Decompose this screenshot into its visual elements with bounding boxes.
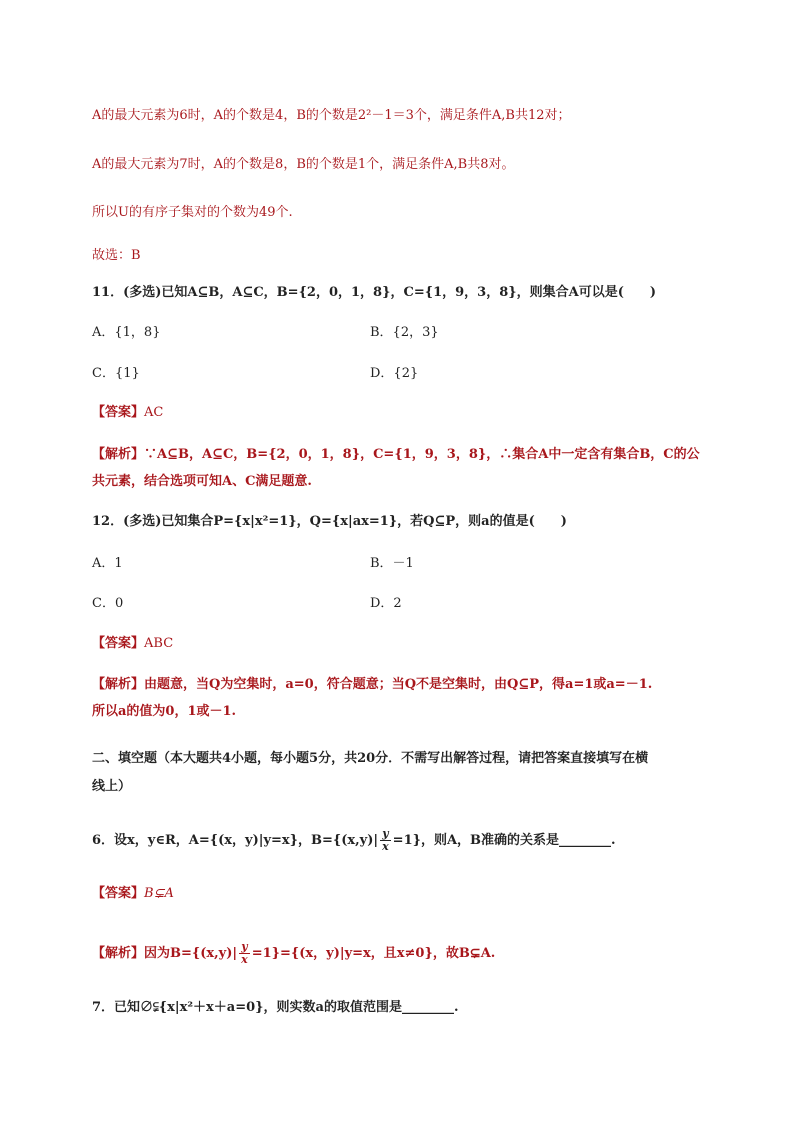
q11-analysis-line-1 [92, 445, 700, 465]
q11-option-b: B．{2，3} [370, 325, 439, 340]
q11-answer [92, 403, 163, 423]
q6-analysis [92, 941, 495, 966]
analysis-tag: 【解析】 [92, 677, 145, 692]
solution-line-4: 故选：B [92, 248, 141, 263]
answer-tag: 【答案】 [92, 636, 145, 651]
q12-stem: 12．(多选)已知集合P={x|x²=1}，Q={x|ax=1}，若Q⊆P，则a的值是( ) [92, 514, 567, 529]
q11-option-d: D．{2} [370, 366, 419, 381]
solution-line-1: A的最大元素为6时，A的个数是4，B的个数是2²－1＝3个，满足条件A,B共12对； [92, 108, 571, 123]
answer-value: B⊊A [144, 886, 174, 901]
q11-analysis-line-2: 共元素，结合选项可知A、C满足题意. [92, 474, 312, 489]
q6-answer [92, 884, 174, 904]
q6-stem-part-2: =1}，则A，B准确的关系是________. [392, 833, 616, 848]
answer-tag: 【答案】 [92, 405, 145, 420]
q12-answer [92, 634, 173, 654]
section-2-heading-line-1: 二、填空题（本大题共4小题，每小题5分，共20分．不需写出解答过程，请把答案直接填写在横 [92, 751, 649, 766]
section-2-heading-line-2: 线上） [92, 779, 132, 794]
q12-analysis-line-2: 所以a的值为0，1或－1. [92, 704, 237, 719]
fraction-denominator: x [241, 953, 248, 966]
q12-option-d: D．2 [370, 596, 402, 611]
q11-option-a: A．{1，8} [92, 325, 161, 340]
q6-stem [92, 828, 616, 853]
solution-line-3: 所以U的有序子集对的个数为49个. [92, 205, 293, 220]
fraction-denominator: x [382, 840, 389, 853]
analysis-part-1: 因为B={(x,y)| [144, 946, 238, 961]
fraction-y-over-x [239, 941, 250, 966]
analysis-text: ∵A⊆B，A⊆C，B={2，0，1，8}，C={1，9，3，8}，∴集合A中一定含有集合B，C的公 [144, 447, 700, 462]
fraction-numerator: y [380, 828, 391, 841]
fraction-numerator: y [239, 941, 250, 954]
analysis-tag: 【解析】 [92, 946, 145, 961]
answer-value: ABC [144, 636, 174, 651]
q12-option-a: A．1 [92, 556, 123, 571]
solution-line-2: A的最大元素为7时，A的个数是8，B的个数是1个，满足条件A,B共8对。 [92, 157, 515, 172]
fraction-y-over-x [380, 828, 391, 853]
q6-stem-part-1: 6．设x，y∈R，A={(x，y)|y=x}，B={(x,y)| [92, 833, 379, 848]
analysis-tag: 【解析】 [92, 447, 145, 462]
analysis-part-2: =1}={(x，y)|y=x，且x≠0}，故B⊊A. [251, 946, 496, 961]
q7-stem: 7．已知∅⫋{x|x²＋x＋a=0}，则实数a的取值范围是________. [92, 1000, 459, 1015]
q12-analysis-line-1 [92, 675, 652, 695]
q11-stem: 11．(多选)已知A⊆B，A⊆C，B={2，0，1，8}，C={1，9，3，8}，则集合A可以是( ) [92, 285, 656, 300]
answer-value: AC [144, 405, 164, 420]
q12-option-b: B．－1 [370, 556, 414, 571]
q11-option-c: C．{1} [92, 366, 140, 381]
q12-option-c: C．0 [92, 596, 124, 611]
answer-tag: 【答案】 [92, 886, 145, 901]
analysis-text: 由题意，当Q为空集时，a=0，符合题意；当Q不是空集时，由Q⊆P，得a=1或a=－1. [144, 677, 653, 692]
